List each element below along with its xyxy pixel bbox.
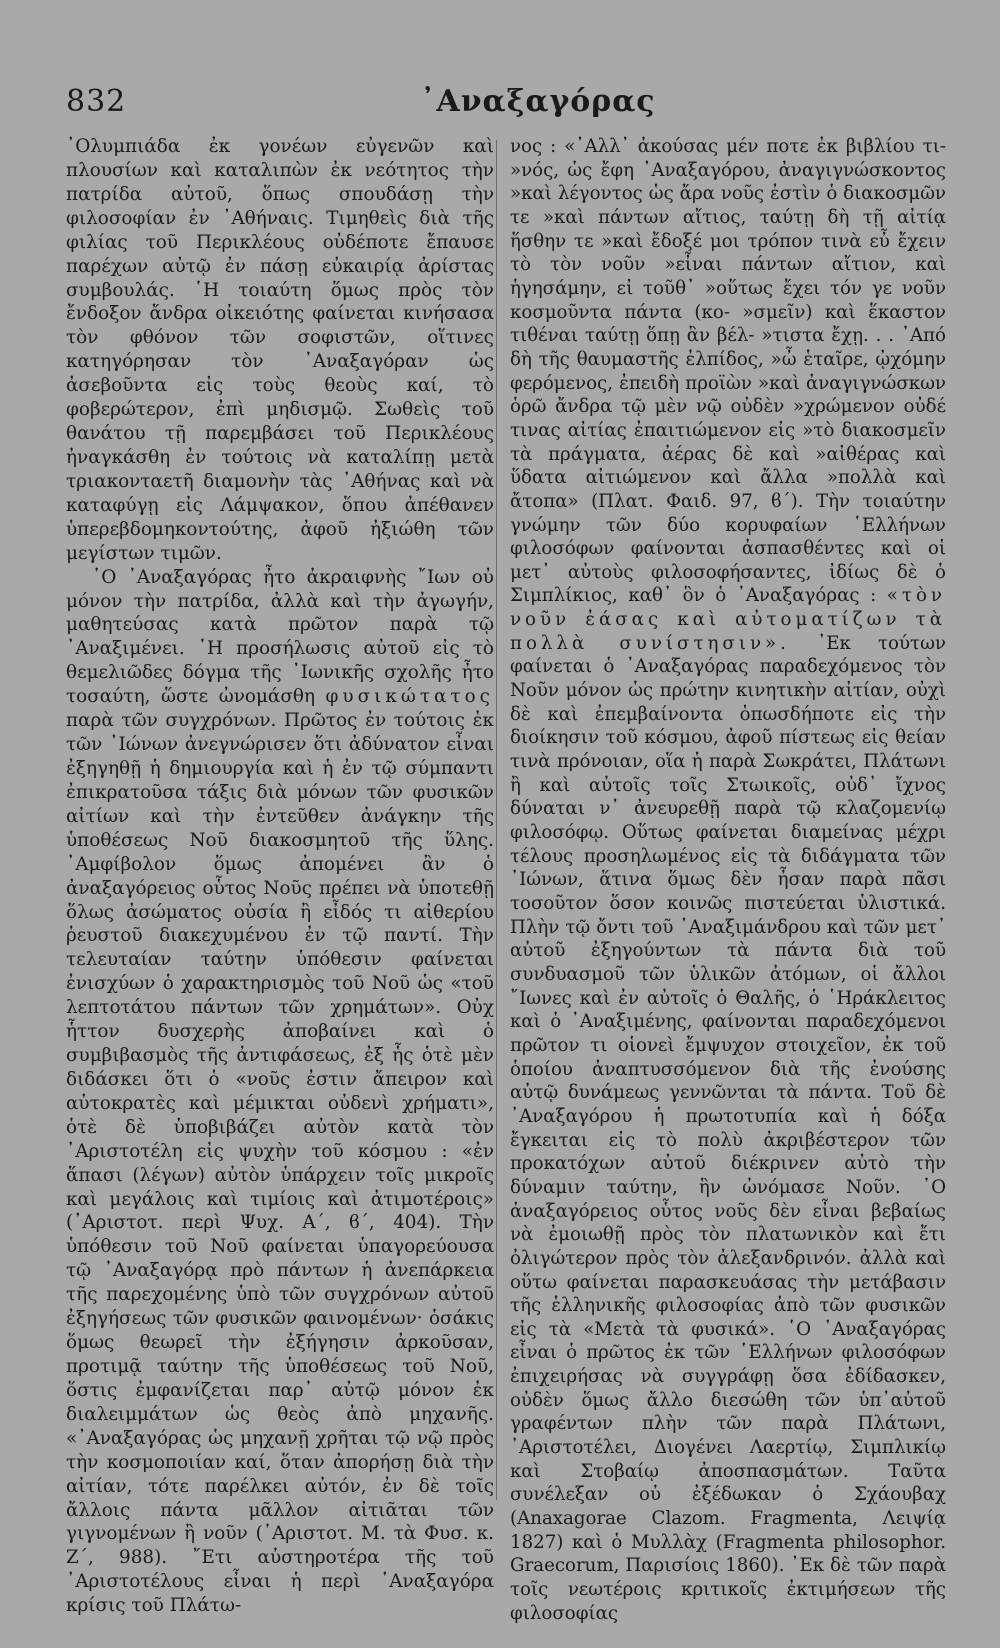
right-paragraph-1 <box>510 135 946 1625</box>
column-divider <box>496 140 497 1500</box>
right-paragraph-1-text: νος : «᾿Αλλ᾿ ἀκούσας μέν ποτε ἐκ βιβλίου τι- »νός, ὡς ἔφη ᾿Αναξαγόρου, ἀναγιγνώσκοντος »καὶ λέγοντος ὡς ἄρα νοῦς ἐστὶν ὁ διακοσμῶν τε »καὶ πάντων αἴτιος, ταύτῃ δὴ τῇ αἰτίᾳ ἥσθην τε »καὶ ἔδοξέ μοι τρόπον τινὰ εὖ ἔχειν τὸ τὸν νοῦν »εἶναι πάντων αἴτιον, καὶ ἡγησάμην, εἰ τοῦθ᾿ »οὕτως ἔχει τόν γε νοῦν κοσμοῦντα πάντα (κο- »σμεῖν) καὶ ἕκαστον τιθέναι ταύτῃ ὅπῃ ἂν βέλ- »τιστα ἔχῃ. . . ᾿Από δὴ τῆς θαυμαστῆς ἐλπίδος, »ὦ ἑταῖρε, ᾠχόμην φερόμενος, ἐπειδὴ προϊὼν »καὶ ἀναγιγνώσκων ὁρῶ ἄνδρα τῷ μὲν νῷ οὐδὲν »χρώμενον οὐδέ τινας αἰτίας ἐπαιτιώμενον εἰς »τὸ διακοσμεῖν τὰ πράγματα, ἀέρας δὲ καὶ »αἰθέρας καὶ ὕδατα αἰτιώμενον καὶ ἄλλα »πολλὰ καὶ ἄτοπα» (Πλατ. Φαιδ. 97, ϐ΄). Τὴν τοιαύτην γνώμην τῶν δύο κορυφαίων ῾Ελλήνων φιλοσόφων φαίνονται ἀσπασθέντες καὶ οἱ μετ᾿ αὐτοὺς φιλοσοφήσαντες, ἰδίως δὲ ὁ Σιμπλίκιος, καθ᾿ ὃν ὁ ᾿Αναξαγόρας : <box>510 136 946 607</box>
right-column <box>510 135 946 1625</box>
page-header <box>66 84 940 128</box>
left-paragraph-1: ᾿Ολυμπιάδα ἐκ γονέων εὐγενῶν καὶ πλουσίων καὶ καταλιπὼν ἐκ νεότητος τὴν πατρίδα αὐτοῦ, ὅπως σπουδάσῃ τὴν φιλοσοφίαν ἐν ᾿Αθήναις. Τιμηθεὶς διὰ τῆς φιλίας τοῦ Περικλέους οὐδέποτε ἔπαυσε παρέχων αὐτῷ ἐν πάσῃ εὐκαιρίᾳ ἀρίστας συμβουλάς. ῾Η τοιαύτη ὅμως πρὸς τὸν ἔνδοξον ἄνδρα οἰκειότης φαίνεται κινήσασα τὸν φθόνον τῶν σοφιστῶν, οἵτινες κατηγόρησαν τὸν ᾿Αναξαγόραν ὡς ἀσεβοῦντα εἰς τοὺς θεοὺς καί, τὸ φοβερώτερον, ἐπὶ μηδισμῷ. Σωθεὶς τοῦ θανάτου τῇ παρεμβάσει τοῦ Περικλέους ἠναγκάσθη ἐν τούτοις νὰ καταλίπῃ μετὰ τριακονταετῆ διαμονὴν τὰς ᾿Αθήνας καὶ νὰ καταφύγῃ εἰς Λάμψακον, ὅπου ἀπέθανεν ὑπερεβδομηκοντούτης, ἀφοῦ ἠξιώθη τῶν μεγίστων τιμῶν. <box>66 136 494 564</box>
spaced-quotation: «τὸν νοῦν ἐάσας καὶ αὐτοματίζων τὰ πολλὰ συνίστησιν». <box>510 585 946 654</box>
left-column <box>66 135 494 1618</box>
page-number: 832 <box>66 84 127 119</box>
right-paragraph-1-continued: ᾿Εκ τούτων φαίνεται ὁ ᾿Αναξαγόρας παραδεχόμενος τὸν Νοῦν μόνον ὡς πρώτην κινητικὴν αἰτίαν, οὐχὶ δὲ καὶ ἐπεμβαίνοντα ὁπωσδήποτε εἰς τὴν διοίκησιν τοῦ κόσμου, ἀφοῦ πίστεως εἰς θείαν τινὰ πρόνοιαν, οἵα ἡ παρὰ Σωκράτει, Πλάτωνι ἢ καὶ αὐτοῖς τοῖς Στωικοῖς, οὐδ᾿ ἴχνος δύναται ν᾿ ἀνευρεθῇ παρὰ τῷ κλαζομενίῳ φιλοσόφῳ. Οὕτως φαίνεται διαμείνας μέχρι τέλους προσηλωμένος εἰς τὰ διδάγματα τῶν ᾿Ιώνων, ἅτινα ὅμως δὲν ἦσαν παρὰ πᾶσι τοσοῦτον ὅσον κοινῶς πιστεύεται ὑλιστικά. Πλὴν τῷ ὄντι τοῦ ᾿Αναξιμάνδρου καὶ τῶν μετ᾿ αὐτοῦ ἐξηγούντων τὰ πάντα διὰ τοῦ συνδυασμοῦ τῶν ὑλικῶν ἀτόμων, οἱ ἄλλοι ῎Ιωνες καὶ ἐν αὐτοῖς ὁ Θαλῆς, ὁ ῾Ηράκλειτος καὶ ὁ ᾿Αναξιμένης, φαίνονται παραδεχόμενοι πρῶτον τι οἱονεὶ ἔμψυχον στοιχεῖον, ἐκ τοῦ ὁποίου ἀναπτυσσόμενον διὰ τῆς ἐνούσης αὐτῷ δυνάμεως γεννῶνται τὰ πάντα. Τοῦ δὲ ᾿Αναξαγόρου ἡ πρωτοτυπία καὶ ἡ δόξα ἔγκειται εἰς τὸ πολὺ ἀκριβέστερον τῶν προκατόχων αὐτοῦ διέκρινεν αὐτὸ τὴν δύναμιν ταύτην, ἣν ὠνόμασε Νοῦν. ῾Ο ἀναξαγόρειος οὗτος νοῦς δὲν εἶναι βεβαίως νὰ ἐμοιωθῇ πρὸς τὸν πλατωνικὸν καὶ ἔτι ὀλιγώτερον πρὸς τὸν ἀλεξανδρινόν. ἀλλὰ καὶ οὕτω φαίνεται παρασκευάσας τὴν μετάβασιν τῆς ἑλληνικῆς φιλοσοφίας ἀπὸ τῶν φυσικῶν εἰς τὰ «Μετὰ τὰ φυσικά». ῾Ο ᾿Αναξαγόρας εἶναι ὁ πρῶτος ἐκ τῶν ῾Ελλήνων φιλοσόφων ἐπιχειρήσας νὰ συγγράφῃ ὅσα ἐδίδασκεν, οὐδὲν ὅμως ἄλλο διεσώθη τῶν ὑπ᾿αὐτοῦ γραφέντων πλὴν τῶν παρὰ Πλάτωνι, ᾿Αριστοτέλει, Διογένει Λαερτίῳ, Σιμπλικίῳ καὶ Στοβαίῳ ἀποσπασμάτων. Ταῦτα συνέλεξαν οὐ ἐξέδωκαν ὁ Σχάουβαχ (Anaxagorae Clazom. Fragmenta, Λειψίᾳ 1827) καὶ ὁ Μυλλὰχ (Fragmenta philosophor. Graecorum, Παρισίοις 1860). ᾿Εκ δὲ τῶν παρὰ τοῖς νεωτέροις κριτικοῖς ἐκτιμήσεων τῆς φιλοσοφίας <box>510 632 946 1624</box>
left-paragraph-2-text: ῾Ο ᾿Αναξαγόρας ἦτο ἀκραιφνὴς ῎Ιων οὐ μόνον τὴν πατρίδα, ἀλλὰ καὶ τὴν ἀγωγήν, μαθητεύσας κατὰ πρῶτον παρὰ τῷ ᾿Αναξιμένει. ῾Η προσήλωσις αὐτοῦ εἰς τὸ θεμελιῶδες δόγμα τῆς ᾿Ιωνικῆς σχολῆς ἦτο τοσαύτη, ὥστε ὠνομάσθη <box>66 566 494 708</box>
running-title: ᾿Αναξαγόρας <box>420 84 656 119</box>
spaced-term: φυσικώτατος <box>325 686 494 708</box>
left-paragraph-2-continued: παρὰ τῶν συγχρόνων. Πρῶτος ἐν τούτοις ἐκ τῶν ᾿Ιώνων ἀνεγνώρισεν ὅτι ἀδύνατον εἶναι ἐξηγηθῇ ἡ δημιουργία καὶ ἡ ἐν τῷ σύμπαντι ἐπικρατοῦσα τάξις διὰ μόνων τῶν φυσικῶν αἰτίων καὶ τὴν ἐντεῦθεν ἀνάγκην τῆς ὑποθέσεως Νοῦ διακοσμητοῦ τῆς ὕλης. ᾿Αμφίβολον ὅμως ἀπομένει ἂν ὁ ἀναξαγόρειος οὗτος Νοῦς πρέπει νὰ ὑποτεθῇ ὅλως ἀσώματος οὐσία ἢ εἶδός τι αἰθερίου ῥευστοῦ διακεχυμένου ἐν τῷ παντί. Τὴν τελευταίαν ταύτην ὑπόθεσιν φαίνεται ἐνισχύων ὁ χαρακτηρισμὸς τοῦ Νοῦ ὡς «τοῦ λεπτοτάτου πάντων τῶν χρημάτων». Οὐχ ἧττον δυσχερὴς ἀποβαίνει καὶ ὁ συμβιβασμὸς τῆς ἀντιφάσεως, ἐξ ἧς ὁτὲ μὲν διδάσκει ὅτι ὁ «νοῦς ἐστιν ἄπειρον καὶ αὐτοκρατὲς καὶ μέμικται οὐδενὶ χρήματι», ὁτὲ δὲ ὑποβιβάζει αὐτὸν κατὰ τὸν ᾿Αριστοτέλη εἰς ψυχὴν τοῦ κόσμου : «ἐν ἅπασι (λέγων) αὐτὸν ὑπάρχειν τοῖς μικροῖς καὶ μεγάλοις καὶ τιμίοις καὶ ἀτιμοτέροις» (᾿Αριστοτ. περὶ Ψυχ. Α΄, ϐ΄, 404). Τὴν ὑπόθεσιν τοῦ Νοῦ φαίνεται ὑπαγορεύουσα τῷ ᾿Αναξαγόρᾳ πρὸ πάντων ἡ ἀνεπάρκεια τῆς παρεχομένης ὑπὸ τῶν συγχρόνων αὐτοῦ ἐξηγήσεως τῶν φυσικῶν φαινομένων· ὁσάκις ὅμως θεωρεῖ τὴν ἐξήγησιν ἀρκοῦσαν, προτιμᾷ ταύτην τῆς ὑποθέσεως τοῦ Νοῦ, ὅστις ἐμφανίζεται παρ᾿ αὐτῷ μόνον ἐκ διαλειμμάτων ὡς θεὸς ἀπὸ μηχανῆς. «᾿Αναξαγόρας ὡς μηχανῇ χρῆται τῷ νῷ πρὸς τὴν κοσμοποιίαν καί, ὅταν ἀπορήσῃ διὰ τὴν αἰτίαν, τότε παρέλκει αὐτόν, ἐν δὲ τοῖς ἄλλοις πάντα μᾶλλον αἰτιᾶται τῶν γιγνομένων ἢ νοῦν (᾿Αριστοτ. Μ. τὰ Φυσ. κ. Ζ΄, 988). ῎Ετι αὐστηροτέρα τῆς τοῦ ᾿Αριστοτέλους εἶναι ἡ περὶ ᾿Αναξαγόρα κρίσις τοῦ Πλάτω- <box>66 710 494 1617</box>
left-paragraph-2 <box>66 566 494 1619</box>
